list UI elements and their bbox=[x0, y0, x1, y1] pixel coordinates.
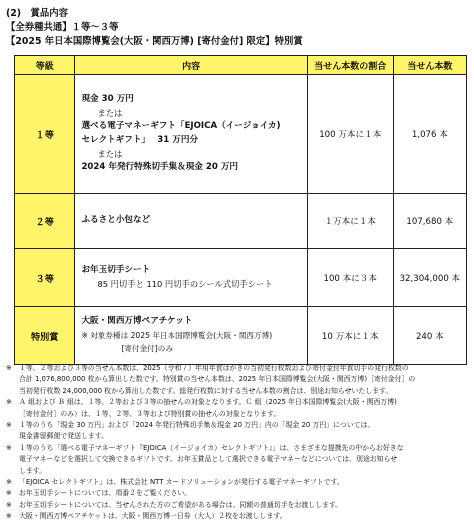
count-cell: 32,304,000 本 bbox=[393, 249, 466, 307]
note-item bbox=[6, 488, 468, 499]
note-line: Ａ 組および Ｂ 組は、１等、２等および３等の抽せんの対象となります。Ｃ 組（2025 年日本国際博覧会(大阪・関西万博) bbox=[19, 398, 397, 407]
grade-cell: 特別賞 bbox=[15, 307, 75, 365]
content-line: 85 円切手と 110 円切手のシール式切手シート bbox=[97, 278, 273, 289]
content-cell bbox=[75, 75, 307, 194]
ratio-cell: １万本に１本 bbox=[307, 194, 393, 249]
note-mark: ※ bbox=[6, 398, 12, 407]
subheading-special: 【2025 年日本国際博覧会(大阪・関西万博) [寄付金付] 限定】特別賞 bbox=[6, 36, 303, 47]
note-mark: ※ bbox=[6, 421, 12, 430]
content-line: または bbox=[97, 148, 123, 159]
content-line: 大阪・関西万博ペアチケット bbox=[81, 316, 193, 327]
content-line: セレクトギフト」 31 万円分 bbox=[81, 135, 199, 145]
note-line: お年玉切手シートについては、当せんされた方のご希望がある場合は、同額の普通切手をお渡しします。 bbox=[19, 500, 343, 509]
table-row bbox=[15, 194, 467, 249]
note-item bbox=[6, 477, 468, 488]
note-line: ［寄付金付］のみ）は、１等、２等、３等および特別賞の抽せんの対象となります。 bbox=[19, 409, 281, 418]
content-line: [寄付金付]のみ bbox=[121, 344, 173, 354]
content-line: 2024 年発行特殊切手集＆現金 20 万円 bbox=[81, 162, 239, 173]
section-heading: (2) 賞品内容 bbox=[6, 8, 68, 19]
table-header-row bbox=[15, 56, 467, 75]
note-line: 現金書留郵便で発送します。 bbox=[19, 432, 109, 441]
col-header-count: 当せん本数 bbox=[393, 56, 466, 75]
note-line: 合計 1,076,800,000 枚から算出した数です。特別賞の当せん本数は、2025 年日本国際博覧会(大阪・関西万博)［寄付金付］の bbox=[19, 375, 416, 384]
note-mark: ※ bbox=[6, 489, 12, 498]
col-header-grade: 等級 bbox=[15, 56, 75, 75]
note-line: 電子マネーなどを選択して交換できるギフトです。お年玉賞品として選択できる電子マネーなどについては、別途お知らせ bbox=[19, 455, 398, 464]
content-line: 選べる電子マネーギフト「EJOICA（イージョイカ) bbox=[81, 121, 281, 132]
content-line: または bbox=[97, 107, 123, 118]
content-cell bbox=[75, 194, 307, 249]
table-row bbox=[15, 75, 467, 194]
ratio-cell: 100 本に３本 bbox=[307, 249, 393, 307]
table-row bbox=[15, 249, 467, 307]
count-cell: 1,076 本 bbox=[393, 75, 466, 194]
note-item bbox=[6, 397, 468, 420]
note-line: お年玉切手シートについては、項番２をご覧ください。 bbox=[19, 489, 192, 498]
note-line: １等、２等および３等の当せん本数は、2025（令和７）年用年賀はがきの当初発行枚数および寄付金付年賀切手の発行枚数の bbox=[19, 364, 409, 372]
note-item bbox=[6, 443, 468, 477]
note-line: 「EJOICA セレクトギフト」は、株式会社 NTT カードソリューションが発行する電子マネーギフトです。 bbox=[19, 478, 344, 487]
content-line: お年玉切手シート bbox=[81, 264, 151, 275]
note-line: １等のうち「現金 30 万円」および「2024 年発行特殊切手集＆現金 20 万円」内の「現金 20 万円」については、 bbox=[19, 421, 375, 430]
content-cell bbox=[75, 249, 307, 307]
content-line: ※ 対象券種は 2025 年日本国際博覧会(大阪・関西万博) bbox=[81, 330, 273, 340]
grade-cell: ２等 bbox=[15, 194, 75, 249]
count-cell: 107,680 本 bbox=[393, 194, 466, 249]
note-mark: ※ bbox=[6, 500, 12, 509]
note-item bbox=[6, 500, 468, 511]
notes-section bbox=[6, 363, 468, 523]
grade-cell: １等 bbox=[15, 75, 75, 194]
subheading-common: 【全券種共通】１等～３等 bbox=[6, 22, 119, 33]
note-line: します。 bbox=[19, 466, 47, 475]
content-cell bbox=[75, 307, 307, 365]
note-mark: ※ bbox=[6, 478, 12, 487]
note-item bbox=[6, 511, 468, 522]
note-line: 大阪・関西万博ペアチケットは、大阪・関西万博一日券（大人）２枚をお渡しします。 bbox=[19, 512, 287, 521]
col-header-ratio: 当せん本数の割合 bbox=[307, 56, 393, 75]
col-header-content: 内容 bbox=[75, 56, 307, 75]
prize-table bbox=[14, 55, 467, 365]
note-mark: ※ bbox=[6, 364, 12, 372]
content-line: ふるさと小包など bbox=[81, 215, 151, 226]
ratio-cell: 100 万本に１本 bbox=[307, 75, 393, 194]
note-item bbox=[6, 363, 468, 397]
content-line: 現金 30 万円 bbox=[81, 94, 134, 105]
ratio-cell: 10 万本に１本 bbox=[307, 307, 393, 365]
note-mark: ※ bbox=[6, 443, 12, 452]
note-item bbox=[6, 420, 468, 443]
grade-cell: ３等 bbox=[15, 249, 75, 307]
note-line: １等のうち「選べる電子マネーギフト『EJOICA（イージョイカ）セレクトギフト』」は、さまざまな提携先の中からお好きな bbox=[19, 443, 404, 452]
count-cell: 240 本 bbox=[393, 307, 466, 365]
table-row bbox=[15, 307, 467, 365]
note-line: 当初発行枚数 24,000,000 枚から算出した数です。総発行枚数に対する当せん本数の割合は、別途お知らせいたします。 bbox=[19, 386, 393, 395]
note-mark: ※ bbox=[6, 512, 12, 521]
